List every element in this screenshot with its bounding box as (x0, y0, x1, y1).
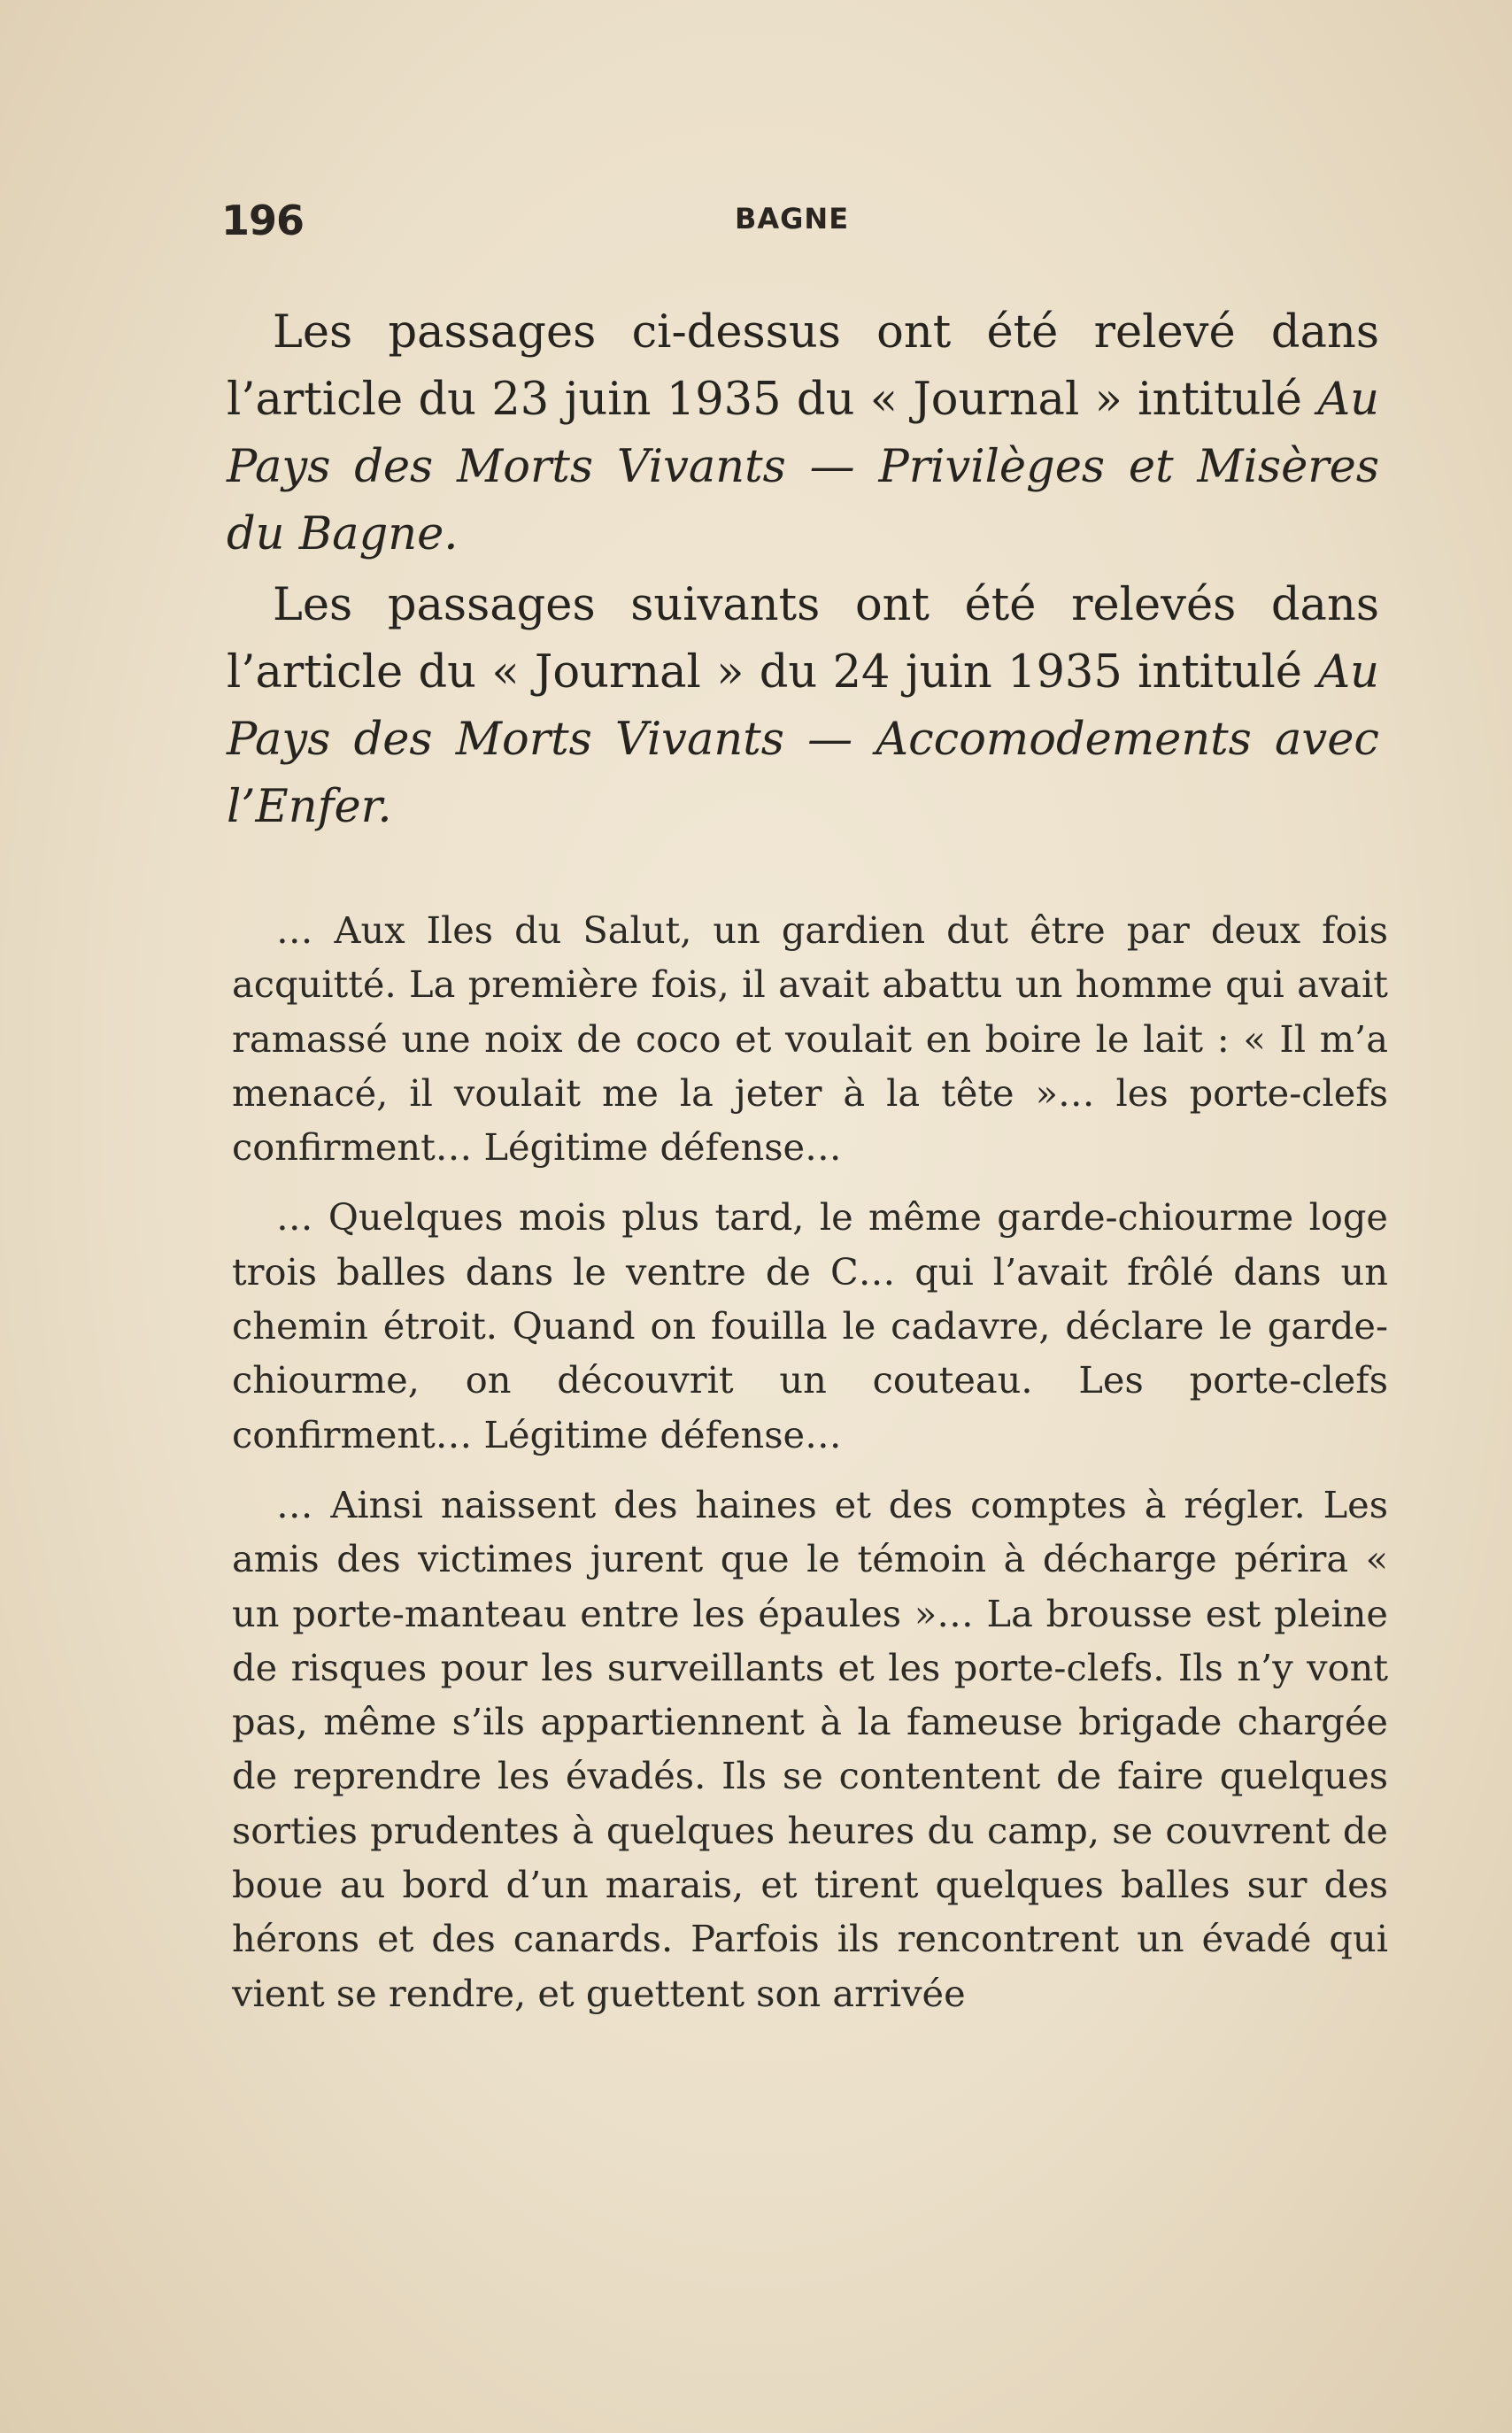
running-title: BAGNE (735, 202, 850, 236)
article-title-2: Au Pays des Morts Vivants — Accomodements avec l’Enfer. (227, 646, 1379, 833)
intro-section (227, 299, 1379, 841)
quote-paragraph-1: … Aux Iles du Salut, un gardien dut être par deux fois acquitté. La première fois, il avait abattu un homme qui avait ramassé une noix de coco et voulait en boire le lait : « Il m’a menacé, il voulait me la jeter à la tête »… les porte-clefs confirment… Légitime défense… (232, 908, 1388, 1170)
intro-paragraph-1-text: Les passages ci-dessus ont été relevé dans l’article du 23 juin 1935 du « Journal » intitulé (227, 306, 1379, 426)
intro-paragraph-2-text: Les passages suivants ont été relevés dans l’article du « Journal » du 24 juin 1935 intitulé (227, 579, 1379, 699)
article-title-1: Au Pays des Morts Vivants — Privilèges et Misères du Bagne. (227, 374, 1379, 560)
intro-paragraph-1 (227, 299, 1379, 568)
intro-paragraph-2 (227, 572, 1379, 841)
running-head (221, 197, 1379, 250)
quote-paragraph-2: … Quelques mois plus tard, le même garde-chiourme loge trois balles dans le ventre de C… qui l’avait frôlé dans un chemin étroit. Quand on fouilla le cadavre, déclare le garde-chiourme, on découvrit un couteau. Les porte-clefs confirment… Légitime défense… (232, 1195, 1388, 1456)
quote-paragraph-3: … Ainsi naissent des haines et des comptes à régler. Les amis des victimes jurent que le témoin à décharge périra « un porte-manteau entre les épaules »… La brousse est pleine de risques pour les surveillants et les porte-clefs. Ils n’y vont pas, même s’ils appartiennent à la fameuse brigade chargée de reprendre les évadés. Ils se contentent de faire quelques sorties prudentes à quelques heures du camp, se couvrent de boue au bord d’un marais, et tirent quelques balles sur des hérons et des canards. Parfois ils rencontrent un évadé qui vient se rendre, et guettent son arrivée (232, 1482, 1388, 2015)
page-number: 196 (221, 197, 305, 244)
quoted-excerpt (232, 903, 1388, 2036)
